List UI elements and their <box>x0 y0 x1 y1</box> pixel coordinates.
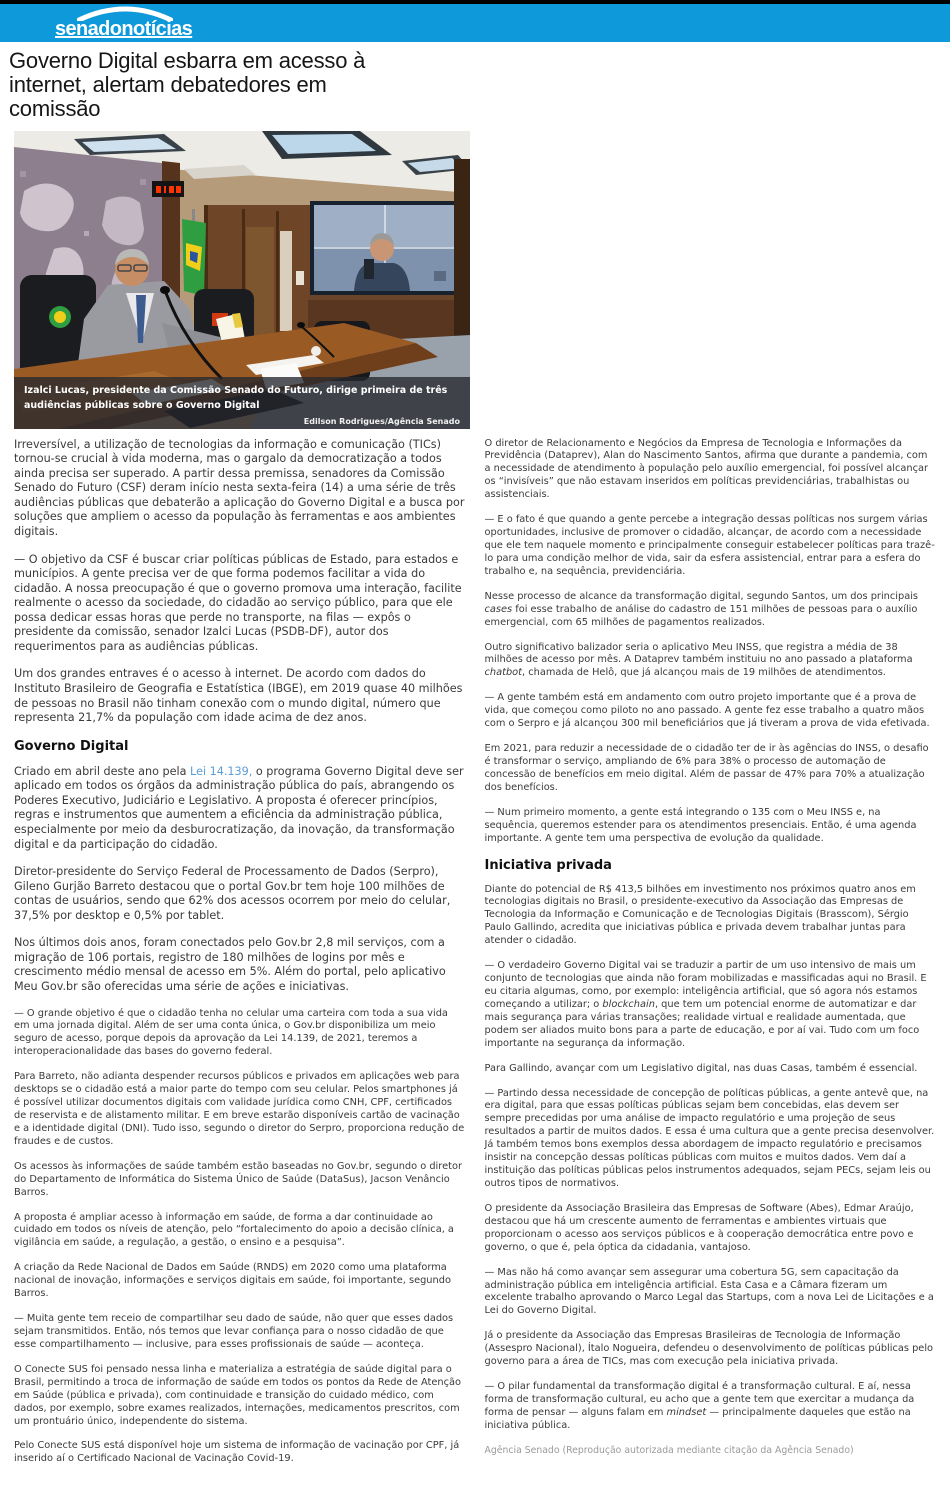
paragraph-text: — O objetivo da CSF é buscar criar políticas públicas de Estado, para estados e municípios. A gente precisa ver de que forma podemos facilitar a vida do cidadão. A nossa preocupação é que o governo promova uma interação, facilite realmente o acesso da sociedade, do cidadão ao serviço público, para que ele possa dedicar essas horas que perde no transporte, na filas — expôs o presidente da comissão, senador Izalci Lucas (PSDB-DF), autor dos requerimentos para as audiências públicas. <box>14 552 462 653</box>
section-heading: Governo Digital <box>14 738 129 754</box>
article-paragraph <box>14 438 466 540</box>
article-paragraph <box>485 642 937 681</box>
paragraph-text: , que tem um potencial enorme de automatizar e dar mais segurança para várias transações; realidade virtual e realidade aumentada, que podem ser aliados muito bons para a parte de educação, e por aí vai. Tudo com um foco importante na segurança da informação. <box>484 998 920 1049</box>
article-paragraph <box>14 1313 466 1352</box>
article-paragraph <box>485 1088 937 1191</box>
photo-credit: Edilson Rodrigues/Agência Senado <box>303 416 460 426</box>
article-paragraph <box>14 936 466 994</box>
article-paragraph <box>485 438 937 503</box>
article-body <box>14 438 936 1496</box>
article-paragraph <box>14 1212 466 1251</box>
paragraph-text: — A gente também está em andamento com outro projeto importante que é a prova de vida, que começou como piloto no ano passado. A gente fez esse trabalho a quatro mãos com o Serpro e já alcançou 300 mil beneficiários que já tiveram a prova de vida efetivada. <box>484 692 930 730</box>
paragraph-text: Pelo Conecte SUS está disponível hoje um sistema de informação de vacinação por CPF, já inserido aí o Certificado Nacional de Vacinação Covid-19. <box>14 1440 460 1465</box>
article-column-left <box>14 438 466 1479</box>
videoconference-screen <box>310 201 460 295</box>
paragraph-text: cases <box>484 603 513 615</box>
article-column-right <box>485 438 937 1479</box>
paragraph-text: Nesse processo de alcance da transformação digital, segundo Santos, um dos principais <box>484 590 919 602</box>
article-paragraph <box>485 692 937 731</box>
paragraph-text: Irreversível, a utilização de tecnologias da informação e comunicação (TICs) tornou-se crucial à vida moderna, mas o gargalo da democratização a todos ainda precisa ser superado. A partir dessa premissa, senadores da Comissão Senado do Futuro (CSF) deram início nesta sexta-feira (14) a uma série de três audiências públicas que debaterão a aplicação do Governo Digital e a busca por soluções que ampliem o acesso da população às ferramentas e aos ambientes digitais. <box>14 437 465 538</box>
paragraph-text: — O grande objetivo é que o cidadão tenha no celular uma carteira com toda a sua vida em uma jornada digital. Além de ser uma conta única, o Gov.br disponibiliza um meio seguro de acesso, porque depois da aprovação da Lei 14.139, de 2021, teremos a interoperacionalidade das bases do governo federal. <box>14 1007 448 1058</box>
senado-noticias-logo[interactable] <box>55 6 192 39</box>
paragraph-text: — Num primeiro momento, a gente está integrando o 135 com o Meu INSS e, na sequência, queremos estender para os atendimentos presenciais. Então, é uma agenda importante. A gente tem uma perspectiva de evolução da qualidade. <box>484 806 917 844</box>
paragraph-text: A criação da Rede Nacional de Dados em Saúde (RNDS) em 2020 como uma plataforma nacional de inovação, informações e serviços digitais em saúde, foi importante, segundo Barros. <box>14 1262 451 1300</box>
paragraph-text: Um dos grandes entraves é o acesso à internet. De acordo com dados do Instituto Brasileiro de Geografia e Estatística (IBGE), em 2019 quase 40 milhões de pessoas no Brasil não tinham conexão com o mundo digital, número que representa 21,7% da população com idade acima de dez anos. <box>14 667 463 725</box>
law-link[interactable]: Lei 14.139, <box>190 764 253 778</box>
article-paragraph <box>485 1063 937 1076</box>
article-paragraph <box>14 1440 466 1466</box>
article-paragraph <box>485 960 937 1050</box>
article-paragraph <box>485 884 937 949</box>
article-paragraph <box>485 1381 937 1433</box>
article-paragraph <box>14 1364 466 1429</box>
paragraph-text: O Conecte SUS foi pensado nessa linha e materializa a estratégia de saúde digital para o Brasil, permitindo a troca de informação de saúde em todos os pontos da Rede de Atenção em Saúde (pública e privada), com continuidade e transição do cuidado médico, com dados, por exemplo, sobre exames realizados, internações, medicamentos prescritos, com um prontuário único, independente do sistema. <box>14 1363 462 1427</box>
paragraph-text: chatbot <box>484 667 522 679</box>
article-paragraph <box>485 514 937 579</box>
paragraph-text: Já o presidente da Associação das Empresas Brasileiras de Tecnologia de Informação (Assespro Nacional), Ítalo Nogueira, defendeu o desenvolvimento de políticas públicas pelo governo para a área de TICs, mas com execução pela iniciativa privada. <box>484 1330 934 1368</box>
article-paragraph <box>14 667 466 725</box>
paragraph-text: Para Barreto, não adianta despender recursos públicos e privados em aplicações web para desktops se o cidadão está a maior parte do tempo com seu celular. Pelos smartphones já é possível utilizar documentos digitais com validade jurídica como CNH, CPF, certificados de reservista e de alistamento militar. E em breve estarão disponíveis cartão de vacinação e a identidade digital (DNI). Tudo isso, segundo o diretor do Serpro, proporciona redução de fraudes e de custos. <box>14 1071 465 1147</box>
article-paragraph <box>485 743 937 795</box>
section-heading: Iniciativa privada <box>484 857 612 873</box>
logo-text: senadonotícias <box>55 18 193 40</box>
article-paragraph <box>14 1262 466 1301</box>
article-paragraph <box>14 1008 466 1060</box>
paragraph-text: Para Gallindo, avançar com um Legislativo digital, nas duas Casas, também é essencial. <box>484 1062 918 1074</box>
article-headline: Governo Digital esbarra em acesso à internet, alertam debatedores em comissão <box>9 48 366 122</box>
article-paragraph <box>485 1330 937 1369</box>
paragraph-text: Nos últimos dois anos, foram conectados pelo Gov.br 2,8 mil serviços, com a migração de 106 portais, registro de 180 milhões de logins por mês e crescimento médio mensal de acesso em 5%. Além do portal, pelo aplicativo Meu Gov.br são oferecidas uma série de ações e iniciativas. <box>14 936 446 993</box>
paragraph-text: Criado em abril deste ano pela <box>14 764 191 778</box>
paragraph-text: A proposta é ampliar acesso à informação em saúde, de forma a dar continuidade ao cuidado em todos os níveis de atenção, pelo “fortalecimento do apoio a decisão clínica, a vigilância em saúde, a regulação, a gestão, o ensino e a pesquisa”. <box>14 1211 454 1249</box>
article-paragraph <box>14 1071 466 1149</box>
paragraph-text: O presidente da Associação Brasileira das Empresas de Software (Abes), Edmar Araújo, destacou que há um crescente aumento de ferramentas e ambientes virtuais que proporcionam o acesso aos serviços públicos e à cooperação democrática entre povo e governo, o que é, pela óptica da cidadania, vantajoso. <box>484 1202 914 1253</box>
paragraph-text: — E o fato é que quando a gente percebe a integração dessas políticas nos surgem várias oportunidades, inclusive de promover o cidadão, alcançar, de acordo com a necessidade que ele tem naquele momento e principalmente conseguir estabelecer políticas para trazê-lo para uma condição melhor de vida, sair da esfera assistencial, entrar para a esfera do trabalho e, na sequência, previdenciária. <box>484 514 935 577</box>
paragraph-text: Os acessos às informações de saúde também estão baseadas no Gov.br, segundo o diretor do Departamento de Informática do Sistema Único de Saúde (DataSus), Jacson Venâncio Barros. <box>14 1160 462 1198</box>
paragraph-text: mindset <box>666 1406 707 1418</box>
paragraph-text: o programa Governo Digital deve ser aplicado em todos os órgãos da administração pública do país, abrangendo os Poderes Executivo, Judiciário e Legislativo. A proposta é oferecer princípios, regras e instrumentos que aumentem a eficiência da administração pública, especialmente por meio da desburocratização, da inovação, da transformação digital e da participação do cidadão. <box>14 764 464 851</box>
paragraph-text: , chamada de Helô, que já alcançou mais de 19 milhões de atendimentos. <box>522 667 886 679</box>
photo-caption-overlay <box>14 377 470 428</box>
paragraph-text: Em 2021, para reduzir a necessidade de o cidadão ter de ir às agências do INSS, o desafio é transformar o serviço, ampliando de 6% para 38% o processo de automação de concessão de benefícios em meio digital. Além de passar de 47% para 70% a atualização dos benefícios. <box>484 743 929 793</box>
article-paragraph <box>14 765 466 852</box>
paragraph-text: Diretor-presidente do Serviço Federal de Processamento de Dados (Serpro), Gileno Gurjão Barreto destacou que o portal Gov.br tem hoje 100 milhões de contas de usuários, sendo que 62% dos acessos ocorrem por meio do celular, 37,5% por desktop e 0,5% por tablet. <box>14 865 451 922</box>
article-paragraph <box>485 1267 937 1319</box>
paragraph-text: — O pilar fundamental da transformação digital é a transformação cultural. E aí, nessa forma de transformação cultural, eu acho que a gente tem que exercitar a mudança da forma de pensar — alguns falam em <box>484 1381 915 1418</box>
paragraph-text: Outro significativo balizador seria o aplicativo Meu INSS, que registra a média de 38 milhões de acesso por mês. A Dataprev também instituiu no ano passado a plataforma <box>484 641 913 666</box>
paragraph-text: Diante do potencial de R$ 413,5 bilhões em investimento nos próximos quatro anos em tecnologias digitais no Brasil, o presidente-executivo da Associação das Empresas de Tecnologia da Informação e Comunicação e de Tecnologias Digitais (Brasscom), Sérgio Paulo Gallindo, acredita que iniciativas pública e privada devem trabalhar juntas para atender o cidadão. <box>484 883 916 947</box>
article-photo <box>14 131 470 429</box>
article-paragraph <box>485 591 937 630</box>
paragraph-text: — principalmente daqueles que estão na iniciativa pública. <box>484 1406 911 1431</box>
agency-footer-note: Agência Senado (Reprodução autorizada mediante citação da Agência Senado) <box>484 1444 854 1456</box>
paragraph-text: — Muita gente tem receio de compartilhar seu dado de saúde, não quer que esses dados sejam transmitidos. Então, nós temos que levar confiança para o nosso cidadão de que esse compartilhamento — inclusive, para esses profissionais de saúde — aconteça. <box>14 1313 454 1350</box>
paragraph-text: O diretor de Relacionamento e Negócios da Empresa de Tecnologia e Informações da Previdência (Dataprev), Alan do Nascimento Santos, afirma que durante a pandemia, com a necessidade de atendimento à população pelo auxílio emergencial, foi possível alcançar os “invisíveis” que não estavam inseridos em políticas previdenciárias, trabalhistas ou assistenciais. <box>484 437 929 501</box>
article-paragraph <box>485 1203 937 1255</box>
article-paragraph <box>14 553 466 655</box>
paragraph-text: — O verdadeiro Governo Digital vai se traduzir a partir de um uso intensivo de mais um conjunto de tecnologias que ainda não foram mobilizadas e massificadas aqui no Brasil. E eu citaria algumas, como, por exemplo: inteligência artificial, que só agora nós estamos começando a utilizar; o <box>484 960 927 1010</box>
site-header <box>0 4 950 42</box>
article-paragraph <box>14 865 466 923</box>
photo-caption: Izalci Lucas, presidente da Comissão Senado do Futuro, dirige primeira de três audiências públicas sobre o Governo Digital <box>24 385 448 412</box>
article-paragraph <box>485 807 937 846</box>
paragraph-text: — Partindo dessa necessidade de concepção de políticas públicas, a gente antevê que, na era digital, para que essas políticas públicas sejam bem concebidas, elas devem ser sempre precedidas por uma análise de impacto regulatório e uma projeção de seus resultados a partir de muitos dados. E essa é uma cultura que a gente precisa desenvolver. Já também temos bons exemplos dessa abordagem de impacto regulatório e precisamos insistir na concepção dessas políticas públicas com muitos e muitos dados. Vem daí a instituição das políticas públicas pelos instrumentos adequados, sejam PECs, sejam leis ou outros tipos de normativos. <box>484 1087 935 1189</box>
article-paragraph <box>14 1161 466 1200</box>
paragraph-text: foi esse trabalho de análise do cadastro de 151 milhões de pessoas para o auxílio emergencial, com 65 milhões de pagamentos realizados. <box>484 603 918 628</box>
paragraph-text: — Mas não há como avançar sem assegurar uma cobertura 5G, sem capacitação da administração pública em inteligência artificial. Esta Casa e a Câmara fizeram um excelente trabalho aprovando o Marco Legal das Startups, com a nova Lei de Licitações e a Lei do Governo Digital. <box>484 1266 934 1317</box>
paragraph-text: blockchain <box>602 998 655 1010</box>
led-clock <box>152 181 184 197</box>
